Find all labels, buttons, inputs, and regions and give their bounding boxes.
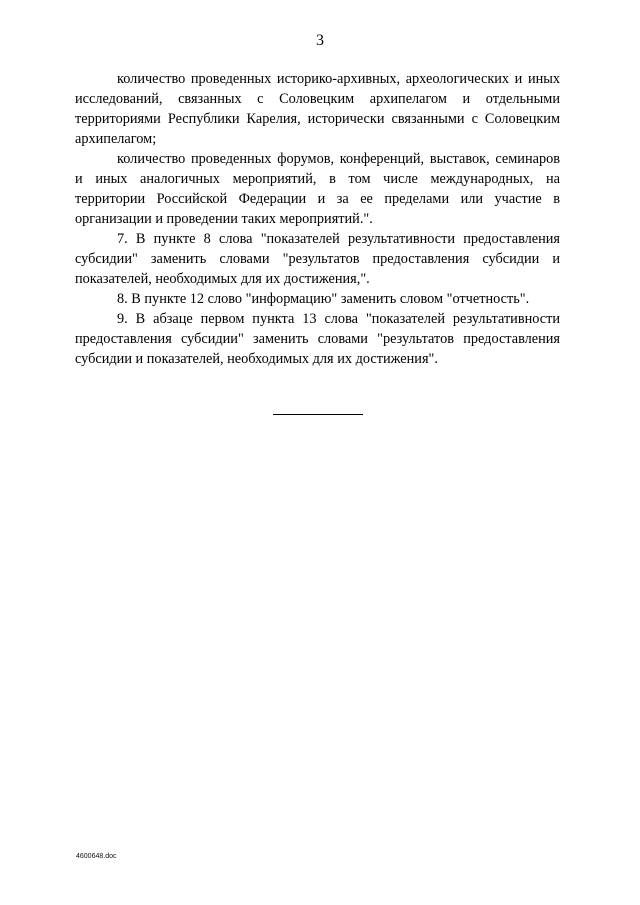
- paragraph-events-count: количество проведенных форумов, конференций, выставок, семинаров и иных аналогичных мероприятий, в том числе международных, на территории Российской Федерации и за ее пределами или участие в организации и проведении таких мероприятий.".: [75, 151, 560, 227]
- page-number: 3: [316, 32, 324, 49]
- paragraph-item-9: 9. В абзаце первом пункта 13 слова "показателей результативности предоставления субсидии" заменить словами "результатов предоставления субсидии и показателей, необходимых для их достижения".: [75, 311, 560, 367]
- footer-document-code: 4600648.doc: [76, 853, 117, 860]
- document-body: [75, 69, 560, 369]
- paragraph-item-7: 7. В пункте 8 слова "показателей результативности предоставления субсидии" заменить словами "результатов предоставления субсидии и показателей, необходимых для их достижения,".: [75, 231, 560, 287]
- paragraph-item-8: 8. В пункте 12 слово "информацию" заменить словом "отчетность".: [117, 291, 530, 307]
- paragraph-research-count: количество проведенных историко-архивных, археологических и иных исследований, связанных с Соловецким архипелагом и отдельными территориями Республики Карелия, исторически связанными с Соловецким архипелагом;: [75, 71, 560, 147]
- end-divider-line: [273, 414, 363, 415]
